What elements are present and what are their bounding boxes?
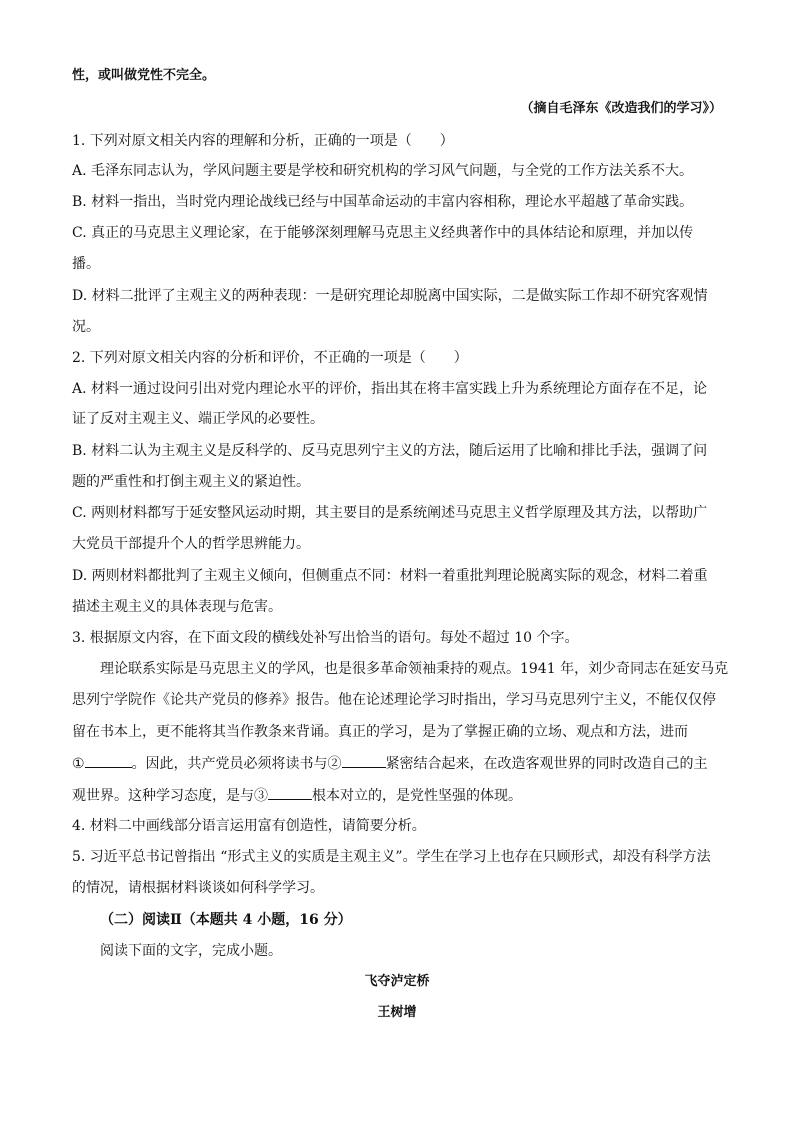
q2-option-b-line2: 题的严重性和打倒主观主义的紧迫性。 xyxy=(72,474,310,490)
continuation-text: 性，或叫做党性不完全。 xyxy=(72,68,216,83)
blank-marker-1: ① xyxy=(72,756,85,772)
q3-passage-line4 xyxy=(72,753,722,774)
q1-option-a: A. 毛泽东同志认为，学风问题主要是学校和研究机构的学习风气问题，与全党的工作方法关系不大。 xyxy=(72,163,694,179)
q2-option-b-line1: B. 材料二认为主观主义是反科学的、反马克思列宁主义的方法，随后运用了比喻和排比手法，强调了问 xyxy=(72,443,708,459)
q1-stem: 1. 下列对原文相关内容的理解和分析，正确的一项是（ ） xyxy=(72,133,454,149)
q3-stem: 3. 根据原文内容，在下面文段的横线处补写出恰当的语句。每处不超过 10 个字。 xyxy=(72,630,579,646)
q3-passage-text: 。因此，共产党员必须将读书与② xyxy=(131,756,342,772)
q2-stem: 2. 下列对原文相关内容的分析和评价，不正确的一项是（ ） xyxy=(72,350,468,366)
q2-option-d-line1: D. 两则材料都批判了主观主义倾向，但侧重点不同：材料一着重批判理论脱离实际的观念，材料二着重 xyxy=(72,568,708,584)
q1-option-d-line1: D. 材料二批评了主观主义的两种表现：一是研究理论却脱离中国实际，二是做实际工作却不研究客观情 xyxy=(72,288,708,304)
q3-passage-line5 xyxy=(72,785,722,806)
q1-option-c-line2: 播。 xyxy=(72,256,100,272)
fill-blank-3[interactable] xyxy=(268,785,312,800)
passage-author: 王树增 xyxy=(377,1005,417,1020)
q3-passage-text: 观世界。这种学习态度，是与③ xyxy=(72,788,268,804)
q1-option-c-line1: C. 真正的马克思主义理论家，在于能够深刻理解马克思主义经典著作中的具体结论和原理，并加以传 xyxy=(72,225,694,241)
q1-option-b: B. 材料一指出，当时党内理论战线已经与中国革命运动的丰富内容相称，理论水平超越了革命实践。 xyxy=(72,194,694,210)
section-instruction: 阅读下面的文字，完成小题。 xyxy=(100,943,282,959)
fill-blank-2[interactable] xyxy=(342,753,386,768)
q2-option-d-line2: 描述主观主义的具体表现与危害。 xyxy=(72,599,282,615)
fill-blank-1[interactable] xyxy=(85,753,132,768)
q5-stem-line2: 的情况，请根据材料谈谈如何科学学习。 xyxy=(72,880,324,896)
q3-passage-text: 紧密结合起来，在改造客观世界的同时改造自己的主 xyxy=(385,756,708,772)
passage-title: 飞夺泸定桥 xyxy=(364,974,430,989)
q2-option-c-line1: C. 两则材料都写于延安整风运动时期，其主要目的是系统阐述马克思主义哲学原理及其方法，以帮助广 xyxy=(72,505,708,521)
q2-option-a-line2: 证了反对主观主义、端正学风的必要性。 xyxy=(72,411,324,427)
q3-passage-line3: 留在书本上，更不能将其当作教条来背诵。真正的学习，是为了掌握正确的立场、观点和方法，进而 xyxy=(72,724,688,740)
source-note: （摘自毛泽东《改造我们的学习》） xyxy=(520,101,722,116)
q3-passage-line1: 理论联系实际是马克思主义的学风，也是很多革命领袖秉持的观点。1941 年，刘少奇同志在延安马克 xyxy=(100,661,729,677)
q1-option-d-line2: 况。 xyxy=(72,319,100,335)
section-heading: （二）阅读Ⅱ（本题共 4 小题，16 分） xyxy=(100,912,352,928)
q4-stem: 4. 材料二中画线部分语言运用富有创造性，请简要分析。 xyxy=(72,818,426,834)
q5-stem-line1: 5. 习近平总书记曾指出 “形式主义的实质是主观主义”。学生在学习上也存在只顾形式，却没有科学方法 xyxy=(72,849,711,865)
q3-passage-text: 根本对立的，是党性坚强的体现。 xyxy=(312,788,522,804)
q2-option-a-line1: A. 材料一通过设问引出对党内理论水平的评价，指出其在将丰富实践上升为系统理论方面存在不足，论 xyxy=(72,381,708,397)
q2-option-c-line2: 大党员干部提升个人的哲学思辨能力。 xyxy=(72,536,310,552)
q3-passage-line2: 思列宁学院作《论共产党员的修养》报告。他在论述理论学习时指出，学习马克思列宁主义，不能仅仅停 xyxy=(72,692,716,708)
